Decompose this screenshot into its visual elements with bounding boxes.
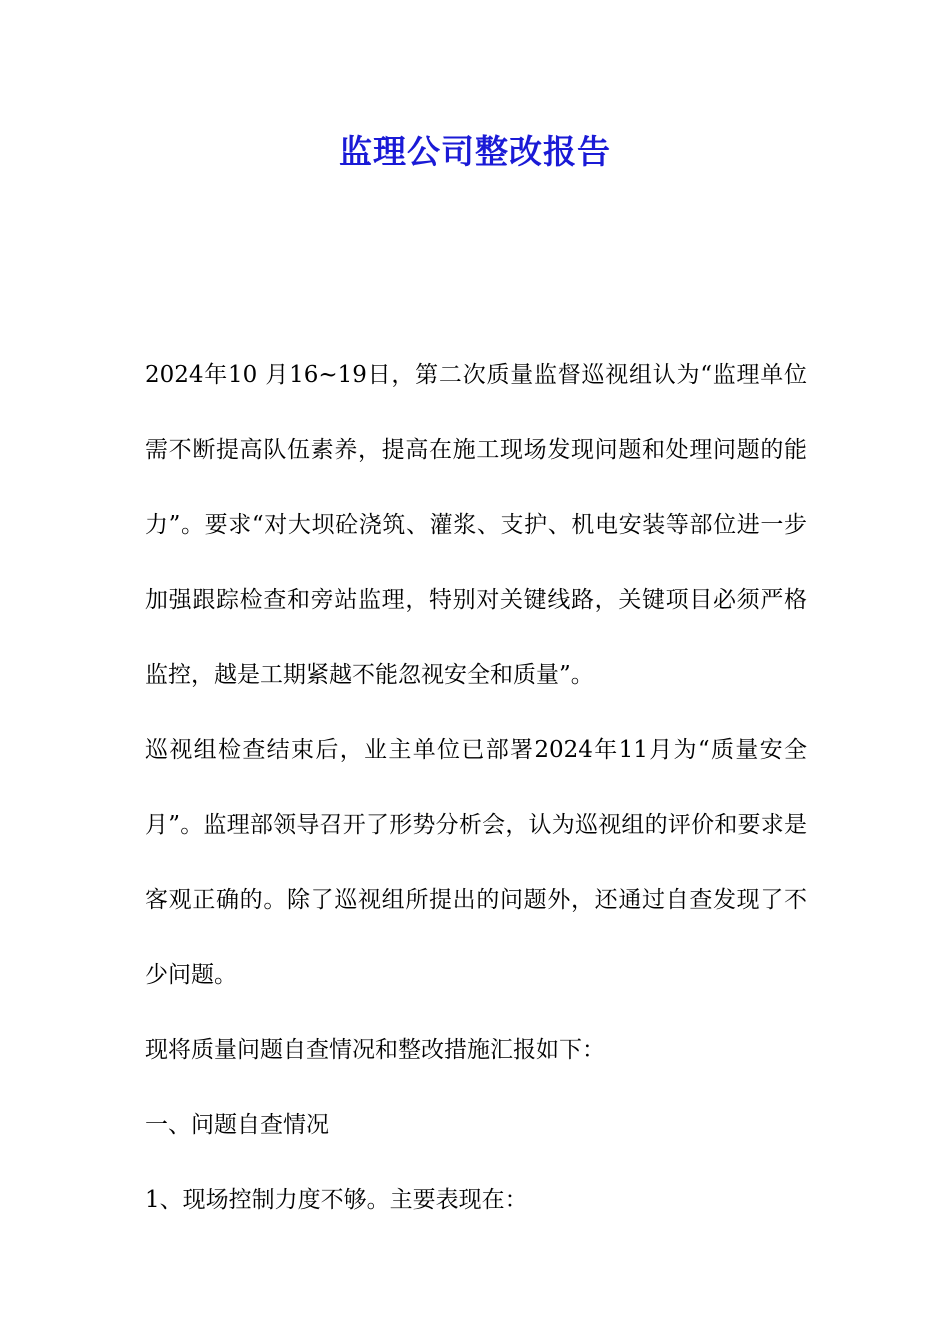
paragraph-report-intro: 现将质量问题自查情况和整改措施汇报如下： [145, 1037, 605, 1063]
paragraph-quality-month: 巡视组检查结束后，业主单位已部署2024年11月为“质量安全月”。监理部领导召开了形势分析会，认为巡视组的评价和要求是客观正确的。除了巡视组所提出的问题外，还通过自查发现了不少问题。 [145, 737, 807, 988]
document-body [145, 338, 807, 1238]
section-heading-self-check: 一、问题自查情况 [145, 1112, 329, 1138]
list-item-site-control: 1、现场控制力度不够。主要表现在： [145, 1187, 528, 1213]
paragraph-inspection-findings: 2024年10 月16~19日，第二次质量监督巡视组认为“监理单位需不断提高队伍素养，提高在施工现场发现问题和处理问题的能力”。要求“对大坝砼浇筑、灌浆、支护、机电安装等部位进一步加强跟踪检查和旁站监理，特别对关键线路，关键项目必须严格监控，越是工期紧越不能忽视安全和质量”。 [145, 362, 807, 688]
document-title: 监理公司整改报告 [339, 132, 611, 171]
